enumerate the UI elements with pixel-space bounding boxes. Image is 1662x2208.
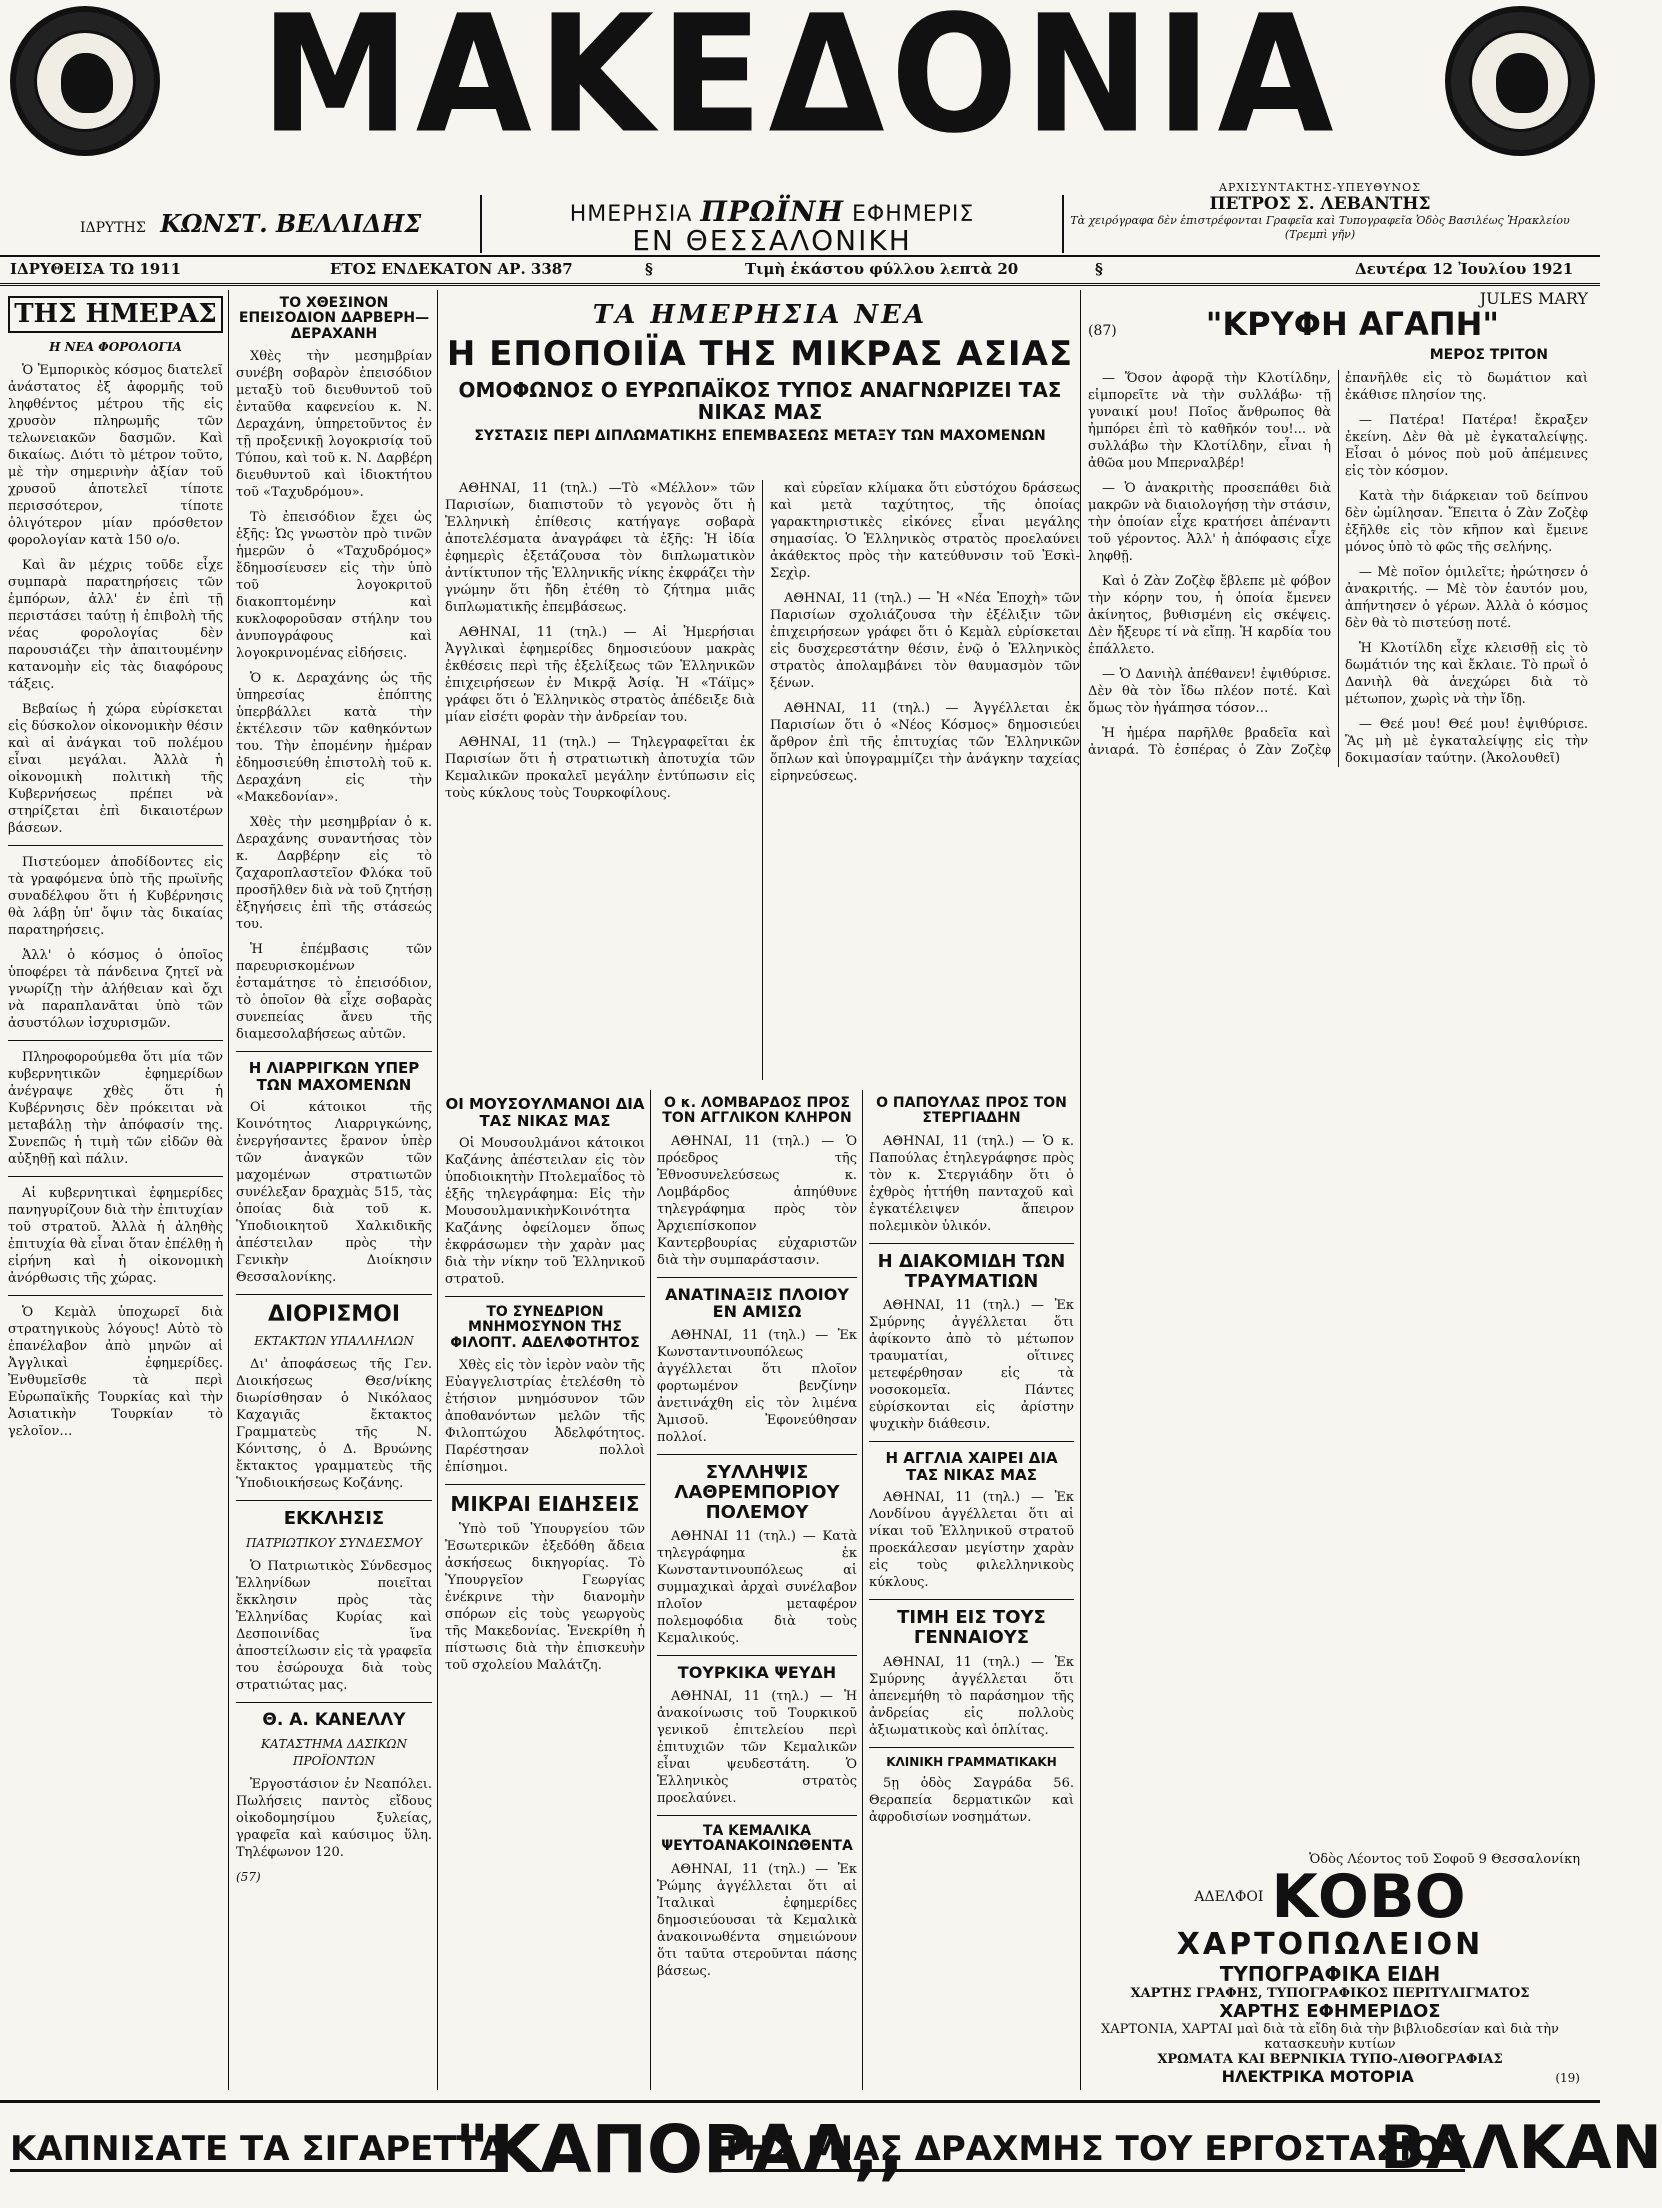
center-col-1 — [445, 1090, 645, 2090]
col2-sub3: ΕΚΤΑΚΤΩΝ ΥΠΑΛΛΗΛΩΝ — [254, 1334, 414, 1349]
serial-p9: Ἡ Κλοτίλδη εἶχε κλεισθῇ εἰς τὸ δωμάτιόν της καὶ ἔκλαιε. Τὸ πρωῒ ὁ Δανιὴλ θὰ ἀνεχώρει διὰ τὸ μέτωπον, χωρὶς νὰ τὴν ἴδῃ. — [1345, 640, 1588, 707]
s11-text: ΑΘΗΝΑΙ, 11 (τηλ.) — Ἐκ Ῥώμης ἀγγέλλεται ὅτι αἱ Ἰταλικαὶ ἐφημερίδες δημοσιεύουσαι τὰ Κεμαλικὰ ἀνακοινωθέντα σημειώνουν ὅτι ταῦτα στεροῦνται πάσης βάσεως. — [657, 1861, 857, 1979]
serial-p8: — Μὲ ποῖον ὁμιλεῖτε; ἠρώτησεν ὁ ἀνακριτής. — Μὲ τὸν ἑαυτόν μου, ἀπήντησεν ὁ γέρων. Ἀλλὰ ὁ κόσμος δὲν θὰ τὸ πιστεύσῃ ποτέ. — [1345, 564, 1588, 631]
center-c1p1: ΑΘΗΝΑΙ, 11 (τηλ.) —Τὸ «Μέλλον» τῶν Παρισίων, διαπιστοῦν τὸ γεγονὸς ὅτι ἡ Ἑλληνικὴ ἐπίθεσις κατήγαγε σοβαρὰ ἀποτελέσματα ἀναγράφει τὰ ἑξῆς: Ἡ ἰδία ἐφημερὶς ἐξετάζουσα τὸν διπλωματικὸν ἀντίκτυπον τῆς Ἑλληνικῆς νίκης ἐκφράζει τὴν γνώμην ὅτι ἤδη ἐτέθη τὸ ζήτημα μιᾶς διπλωματικῆς ἐπεμβάσεως. — [445, 481, 755, 615]
col1-p7: Αἱ κυβερνητικαὶ ἐφημερίδες πανηγυρίζουν διὰ τὴν ἐπιτυχίαν τοῦ στρατοῦ. Ἀλλὰ ἡ ἀληθὴς ἐπιτυχία θὰ εἶναι ὅταν ἐπέλθῃ ἡ εἰρήνη καὶ ἡ οἰκονομικὴ ἀνόρθωσις τῆς χώρας. — [8, 1185, 223, 1286]
masthead-info — [0, 181, 1600, 257]
center-col-b — [770, 480, 1080, 1080]
divider — [236, 1702, 432, 1703]
divider — [236, 1500, 432, 1501]
col2-p1: Χθὲς τὴν μεσημβρίαν συνέβη σοβαρὸν ἐπεισόδιον μεταξὺ τοῦ διευθυντοῦ τοῦ ἐνταῦθα καφενείου κ. Ν. Δεραχάνη, ὑπηρετοῦντος ἐν τῇ προξενικῇ λογοκρισίᾳ τοῦ Τύπου, καὶ τοῦ κ. Ν. Δαρβέρη διευθυντοῦ καὶ ἰδιοκτήτου τοῦ «Ταχυδρόμου». — [236, 349, 432, 501]
sep-1: § — [645, 260, 653, 278]
divider — [869, 1243, 1074, 1244]
daily-italic: ΠΡΩΪΝΗ — [700, 195, 844, 228]
ad-l5: ΧΡΩΜΑΤΑ ΚΑΙ ΒΕΡΝΙΚΙΑ ΤΥΠΟ-ΛΙΘΟΓΡΑΦΙΑΣ — [1157, 2052, 1503, 2067]
s1-text: Οἱ Μουσουλμάνοι κάτοικοι Καζάνης ἀπέστειλαν εἰς τὸν ὑποδιοικητὴν Πτολεμαΐδος τὸ ἑξῆς τηλεγράφημα: Εἰς τὴν ΜουσουλμανικὴνΚοινότητα Καζάνης ὀφείλομεν ὅπως ἐκφράσωμεν τὴν χαρὰν μας διὰ τὴν νίκην τοῦ Ἑλληνικοῦ στρατοῦ. — [445, 1136, 645, 1287]
col1-p3: Βεβαίως ἡ χώρα εὑρίσκεται εἰς δύσκολον οἰκονομικὴν θέσιν καὶ αἱ ἀνάγκαι τοῦ πολέμου εἶναι μεγάλαι. Ἀλλὰ ἡ οἰκονομικὴ πολιτικὴ τῆς Κυβερνήσεως πρέπει νὰ στηρίζεται ἐπὶ δικαιοτέρων βάσεων. — [8, 701, 223, 836]
s12-head: ΤΙΜΗ ΕΙΣ ΤΟΥΣ ΓΕΝΝΑΙΟΥΣ — [897, 1607, 1046, 1649]
serial-p10: — Θεέ μου! Θεέ μου! ἐψιθύρισε. Ἂς μὴ μὲ ἐγκαταλείψῃς εἰς τὴν δοκιμασίαν ταύτην. (Ἀκολουθεῖ) — [1345, 716, 1588, 766]
col2-p2: Τὸ ἐπεισόδιον ἔχει ὡς ἑξῆς: Ὡς γνωστὸν πρὸ τινῶν ἡμερῶν ὁ «Ταχυδρόμος» ἔδημοσίευσεν εἰς τὴν ὑπὸ τοῦ λογοκριτοῦ διακοπτομένην καὶ κυκλοφοροῦσαν στήλην του ἀνυπογράφους καὶ λογοκρινομένας εἰδήσεις. — [236, 510, 432, 662]
s6-head: ΣΥΛΛΗΨΙΣ ΛΑΘΡΕΜΠΟΡΙΟΥ ΠΟΛΕΜΟΥ — [674, 1461, 840, 1523]
divider — [8, 1040, 223, 1041]
banner-b1: ΚΑΠΝΙΣΑΤΕ ΤΑ ΣΙΓΑΡΕΤΤΑ — [10, 2129, 506, 2172]
divider — [445, 1296, 645, 1297]
s5-text: Χθὲς εἰς τὸν ἱερὸν ναὸν τῆς Εὐαγγελιστρίας ἐτελέσθη τὸ ἐτήσιον μνημόσυνον τῶν ἀποθανόντων μελῶν τῆς Φιλοπτώχου Ἀδελφότητος. Παρέστησαν πολλοὶ ἐπίσημοι. — [445, 1358, 645, 1476]
serial-p4: — Ὁ Δανιὴλ ἀπέθανεν! ἐψιθύρισε. Δὲν θὰ τὸν ἴδω πλέον ποτέ. Καὶ ὅμως τὸν ἠγάπησα τόσον… — [1088, 666, 1331, 716]
editor-box — [1060, 181, 1580, 242]
seal-left-icon — [10, 6, 160, 156]
ad-l6: ΗΛΕΚΤΡΙΚΑ ΜΟΤΟΡΙΑ — [1221, 2067, 1414, 2086]
column-rule — [650, 1090, 651, 2090]
divider — [869, 1441, 1074, 1442]
kicker: ΤΑ ΗΜΕΡΗΣΙΑ ΝΕΑ — [592, 300, 928, 330]
s7-text: ΑΘΗΝΑΙ, 11 (τηλ.) — Ἐκ Σμύρνης ἀγγέλλεται ὅτι ἀφίκοντο ἀπὸ τὸ μέτωπον τραυματίαι, οἵτινες μετεφέρθησαν εἰς τὰ νοσοκομεῖα. Πάντες εὑρίσκονται εἰς ἀρίστην ψυχικὴν διάθεσιν. — [869, 1298, 1074, 1433]
founder-label: ΙΔΡΥΤΗΣ — [80, 220, 146, 236]
center-c1p3: ΑΘΗΝΑΙ, 11 (τηλ.) — Τηλεγραφεῖται ἐκ Παρισίων ὅτι ἡ στρατιωτικὴ ἀποτυχία τῶν Κεμαλικῶν προκαλεῖ μεγάλην ἐντύπωσιν εἰς τοὺς κύκλους τοὺς Τουρκοφίλους. — [445, 735, 755, 801]
daily-label — [480, 195, 1064, 257]
center-c2p1: καὶ εὑρεῖαν κλίμακα ὅτι εὐστόχου δράσεως καὶ μετὰ ταχύτητος, τῆς ὁποίας γαρακτηριστικὲς εἰκόνες εἶναι μεγάλης σημασίας. Ὁ Ἑλληνικὸς στρατὸς προελαύνει ἀκάθεκτος πρὸς τὴν κατεύθυνσιν τοῦ Ἐσκὶ-Σεχὶρ. — [770, 481, 1080, 581]
col2-p9: Ἐργοστάσιον ἐν Νεαπόλει. Πωλήσεις παντὸς εἴδους οἰκοδομησίμου ξυλείας, γραφεῖα καὶ καύσιμος ὕλη. Τηλέφωνον 120. — [236, 1776, 432, 1860]
founded: ΙΔΡΥΘΕΙΣΑ ΤΩ 1911 — [10, 260, 182, 278]
divider — [869, 1599, 1074, 1600]
col2-p7: Δι' ἀποφάσεως τῆς Γεν. Διοικήσεως Θεσ/νίκης διωρίσθησαν ὁ Νικόλαος Καχαγιᾶς ἔκτακτος Γραμματεὺς τῆς Ν. Κόνιτσης, ὁ Δ. Βρυώνης ἔκτακτος γραμματεὺς τῆς Ὑποδιοικήσεως Κοζάνης. — [236, 1357, 432, 1492]
year-issue: ΕΤΟΣ ΕΝΔΕΚΑΤΟΝ ΑΡ. 3387 — [330, 260, 573, 278]
serial-author: JULES MARY — [1479, 289, 1588, 308]
column-rule — [762, 480, 763, 1080]
center-c1p2: ΑΘΗΝΑΙ, 11 (τηλ.) — Αἱ Ἡμερήσιαι Ἀγγλικαὶ ἐφημερίδες δημοσιεύουν μακρὰς ἐκθέσεις περὶ τῆς ἐξελίξεως τῶν Ἑλληνικῶν ἐπιχειρήσεων ἐν Μικρᾷ Ἀσίᾳ. Ἡ «Τάϊμς» γράφει ὅτι ὁ Ἑλληνικὸς στρατὸς ἀπέδειξε διὰ μίαν εἰσέτι φορὰν τὴν ἀνδρείαν του. — [445, 625, 755, 725]
ad-shop: ΧΑΡΤΟΠΩΛΕΙΟΝ — [1176, 1927, 1484, 1962]
col1-p8: Ὁ Κεμὰλ ὑποχωρεῖ διὰ στρατηγικοὺς λόγους! Αὐτὸ τὸ ἐπανέλαβον ἀπὸ μηνῶν αἱ Ἀγγλικαὶ ἐφημερίδες. Ἐνθυμεῖσθε τὰ περὶ Εὐρωπαϊκῆς Τουρκίας καὶ τὴν Ἀσιατικὴν Τουρκίαν τὸ γελοῖον… — [8, 1304, 223, 1439]
serial-p3: Καὶ ὁ Ζὰν Ζοζὲφ ἔβλεπε μὲ φόβον τὴν κόρην του, ἡ ὁποία ἔμενεν ἀκίνητος, βυθισμένη εἰς σκέψεις. Δὲν ἤξευρε τί νὰ εἴπῃ. Ἡ καρδία του ἐπάλλετο. — [1088, 573, 1331, 657]
ad-brothers: ΑΔΕΛΦΟΙ — [1194, 1889, 1264, 1905]
main-story-header — [440, 295, 1080, 450]
serial-part: ΜΕΡΟΣ ΤΡΙΤΟΝ — [1429, 347, 1548, 364]
column-2 — [236, 290, 432, 2090]
col2-p4: Χθὲς τὴν μεσημβρίαν ὁ κ. Δεραχάνης συναντήσας τὸν κ. Δαρβέρην εἰς τὸ ζαχαροπλαστεῖον Φλόκα τοῦ προσῆλθεν διὰ νὰ τοῦ ζητήσῃ ἐξηγήσεις ἐπὶ τῆς στάσεώς του. — [236, 815, 432, 933]
center-col-a — [445, 480, 755, 1080]
s2-text: ΑΘΗΝΑΙ, 11 (τηλ.) — Ὁ πρόεδρος τῆς Ἐθνοσυνελεύσεως κ. Λομβάρδος ἀπηύθυνε τηλεγράφημα πρὸς τὸν Ἀρχιεπίσκοπον Καντερβουρίας εὐχαριστῶν διὰ τὴν συμπαράστασιν. — [657, 1133, 857, 1268]
s13-head: ΚΛΙΝΙΚΗ ΓΡΑΜΜΑΤΙΚΑΚΗ — [886, 1754, 1057, 1769]
serial-p6: — Πατέρα! Πατέρα! ἔκραξεν ἐκείνη. Δὲν θὰ μὲ ἐγκαταλείψῃς. Εἶσαι ὁ μόνος ποὺ μοῦ ἀπέμεινες εἰς τὸν κόσμον. — [1345, 412, 1588, 479]
founder-name: ΚΩΝΣΤ. ΒΕΛΛΙΔΗΣ — [160, 209, 422, 238]
editor-name: ΠΕΤΡΟΣ Σ. ΛΕΒΑΝΤΗΣ — [1209, 194, 1431, 214]
s12-text: ΑΘΗΝΑΙ, 11 (τηλ.) — Ἐκ Σμύρνης ἀγγέλλεται ὅτι ἀπενεμήθη τὸ παράσημον τῆς ἀνδρείας εἰς πολλοὺς ἀξιωματικοὺς καὶ ὁπλίτας. — [869, 1654, 1074, 1738]
divider — [657, 1277, 857, 1278]
divider — [8, 1295, 223, 1296]
center-c2p2: ΑΘΗΝΑΙ, 11 (τηλ.) — Ἡ «Νέα Ἐποχὴ» τῶν Παρισίων σχολιάζουσα τὴν ἐξέλιξιν τῶν ἐπιχειρήσεων γράφει ὅτι ὁ Κεμὰλ εὑρίσκεται εἰς δυσχερεστάτην θέσιν, ἐνῷ ὁ Ἑλληνικὸς στρατὸς ἀπολαμβάνει τὸν θαυμασμὸν τῶν ξένων. — [770, 591, 1080, 691]
s4-text: ΑΘΗΝΑΙ, 11 (τηλ.) — Ἐκ Κωνσταντινουπόλεως ἀγγέλλεται ὅτι πλοῖον φορτωμένον βενζίνην ἀνετινάχθη εἰς τὸν λιμένα Ἀμισοῦ. Ἐφονεύθησαν πολλοί. — [657, 1327, 857, 1445]
col2-sub5: ΚΑΤΑΣΤΗΜΑ ΔΑΣΙΚΩΝ ΠΡΟΪΟΝΤΩΝ — [261, 1736, 407, 1768]
col2-p3: Ὁ κ. Δεραχάνης ὡς τῆς ὑπηρεσίας ἐπόπτης ὑπερβάλλει κατὰ τὴν ἐκτέλεσιν τῶν καθηκόντων του. Τὴν ἐπομένην ἡμέραν ἐδημοσιεύθη ἐπιστολὴ τοῦ κ. Δεραχάνη εἰς τὴν «Μακεδονίαν». — [236, 671, 432, 806]
daily-l1: ΗΜΕΡΗΣΙΑ — [569, 202, 693, 227]
serial-p7: Κατὰ τὴν διάρκειαν τοῦ δείπνου δὲν ὠμίλησαν. Ἔπειτα ὁ Ζὰν Ζοζὲφ ἐξῆλθε εἰς τὸν κῆπον καὶ ἔμεινε μόνος ὑπὸ τὸ φῶς τῆς σελήνης. — [1345, 488, 1588, 555]
serial-story — [1088, 290, 1588, 1840]
ad-name: ΚΟΒΟ — [1271, 1862, 1466, 1932]
editor-label: ΑΡΧΙΣΥΝΤΑΚΤΗΣ-ΥΠΕΥΘΥΝΟΣ — [1219, 181, 1421, 194]
s9-head: ΤΟΥΡΚΙΚΑ ΨΕΥΔΗ — [677, 1663, 837, 1683]
s6-text: ΑΘΗΝΑΙ 11 (τηλ.) — Κατὰ τηλεγράφημα ἐκ Κωνσταντινουπόλεως αἱ συμμαχικαὶ ἀρχαὶ συνέλαβον πλοῖον μεταφέρον πολεμοφόδια διὰ τοὺς Κεμαλικούς. — [657, 1529, 857, 1647]
col2-head3: ΔΙΟΡΙΣΜΟΙ — [267, 1302, 401, 1328]
col2-head4: ΕΚΚΛΗΣΙΣ — [283, 1508, 385, 1530]
banner-b2: "ΚΑΠΟΡΑΛ,, — [455, 2111, 904, 2188]
s7-head: Η ΔΙΑΚΟΜΙΔΗ ΤΩΝ ΤΡΑΥΜΑΤΙΩΝ — [877, 1250, 1066, 1292]
center-c2p3: ΑΘΗΝΑΙ, 11 (τηλ.) — Ἀγγέλλεται ἐκ Παρισίων ὅτι ὁ «Νέος Κόσμος» δημοσιεύει ἄρθρον ἐπὶ τῆς ἐπιτυχίας τῶν Ἑλληνικῶν ὅπλων καὶ ὑπογραμμίζει τὴν ἀνάγκην ταχείας εἰρηνεύσεως. — [770, 701, 1080, 784]
col2-foot: (57) — [236, 1869, 261, 1884]
s8-head: ΜΙΚΡΑΙ ΕΙΔΗΣΕΙΣ — [450, 1492, 640, 1517]
serial-p1: — Ὅσον ἀφορᾷ τὴν Κλοτίλδην, εἰμπορεῖτε νὰ τὴν συλλάβω· τῇ γυναικί μου! Ποῖος ἄνθρωπος θὰ ἠμπόρει ἐπὶ τὸ καθῆκόν του!... νὰ συλλάβω τὴν Κλοτίλδην, εἶναι ἡ ἀθῶα μου Μπερναλβέρ! — [1088, 370, 1331, 471]
ad-l2: ΧΑΡΤΗΣ ΓΡΑΦΗΣ, ΤΥΠΟΓΡΑΦΙΚΟΣ ΠΕΡΙΤΥΛΙΓΜΑΤΟΣ — [1130, 1986, 1530, 2001]
col2-p8: Ὁ Πατριωτικὸς Σύνδεσμος Ἑλληνίδων ποιεῖται ἔκκλησιν πρὸς τὰς Ἑλληνίδας Κυρίας καὶ Δεσποινίδας ἵνα ἀποστείλωσιν εἰς τὰ γραφεῖα του ἐσώρουχα διὰ τοὺς στρατιώτας μας. — [236, 1559, 432, 1694]
newspaper-title: ΜΑΚΕΔΟΝΙΑ — [260, 0, 1340, 170]
column-rule — [228, 290, 229, 2090]
divider — [236, 1294, 432, 1295]
serial-p2: — Ὁ ἀνακριτὴς προσεπάθει διὰ μακρῶν νὰ διαιολογήσῃ τὴν στάσιν, τὴν ὁποίαν εἶχε κρατήσει ἀπέναντι τοῦ γέροντος. Ἀλλ' ἡ ἀπόφασις εἶχε ληφθῇ. — [1088, 480, 1331, 564]
masthead — [0, 0, 1600, 190]
s9-text: ΑΘΗΝΑΙ, 11 (τηλ.) — Ἡ ἀνακοίνωσις τοῦ Τουρκικοῦ γενικοῦ ἐπιτελείου περὶ ἐπιτυχιῶν τῶν Κεμαλικῶν εἶναι ψευδεστάτη. Ὁ Ἑλληνικὸς στρατὸς προελαύνει. — [657, 1688, 857, 1806]
divider — [8, 845, 223, 846]
divider — [657, 1454, 857, 1455]
serial-title: "ΚΡΥΦΗ ΑΓΑΠΗ" — [1205, 305, 1500, 343]
col1-p2: Καὶ ἂν μέχρις τοῦδε εἶχε συμπαρὰ παρατηρήσεις τῶν ἑμπόρων, ἀλλ' ἐν ἐπὶ τῇ περιστάσει ταύτῃ ἡ ἐπιβολὴ τῆς νέας φορολογίας δὲν παρουσιάζει τὴν ἀπαιτουμένην κατανομὴν εἰς τὰς διαφόρους τάξεις. — [8, 557, 223, 692]
main-headline: Η ΕΠΟΠΟΙΪΑ ΤΗΣ ΜΙΚΡΑΣ ΑΣΙΑΣ — [446, 333, 1074, 374]
divider — [869, 1747, 1074, 1748]
divider — [236, 1051, 432, 1052]
col1-p1: Ὁ Ἐμπορικὸς κόσμος διατελεῖ ἀνάστατος ἐξ ἀφορμῆς τοῦ ληφθέντος μέτρου τῆς εἰς χρυσὸν πληρωμῆς τῶν τελωνειακῶν δασμῶν. Καὶ δικαίως. Διότι τὸ μέτρον τοῦτο, μὲ τὴν σημερινὴν ἀξίαν τοῦ χρυσοῦ ἀποτελεῖ τίποτε περισσότερον, τίποτε ὀλιγότερον μίαν πρόσθετον φορολογίαν κατὰ 150 ο/ο. — [8, 362, 223, 548]
cigarette-banner — [0, 2100, 1662, 2193]
editor-note: Τὰ χειρόγραφα δὲν ἐπιστρέφονται Γραφεῖα καὶ Τυπογραφεῖα Ὁδὸς Βασιλέως Ἡρακλείου (Τρεμπὶ γῆν) — [1070, 214, 1570, 241]
col1-p6: Πληροφορούμεθα ὅτι μία τῶν κυβερνητικῶν ἐφημερίδων ἀνέγραψε χθὲς ὅτι ἡ Κυβέρνησις δὲν πρόκειται νὰ μεταβάλῃ τὴν ἀπόφασίν της. Συνεπῶς ἡ τιμὴ τῶν εἰδῶν θὰ αὐξηθῇ καὶ πάλιν. — [8, 1049, 223, 1167]
col2-p5: Ἡ ἐπέμβασις τῶν παρευρισκομένων ἐσταμάτησε τὸ ἐπεισόδιον, τὸ ὁποῖον θὰ εἶχε σοβαρὰς συνεπείας ἄνευ τῆς διαμεσολαβήσεως αὐτῶν. — [236, 942, 432, 1043]
column-1 — [8, 290, 223, 2090]
s8-text: Ὑπὸ τοῦ Ὑπουργείου τῶν Ἐσωτερικῶν ἐξεδόθη ἄδεια ἀσκήσεως δικηγορίας. Τὸ Ὑπουργεῖον Γεωργίας ἐνέκρινε τὴν διανομὴν σπόρων εἰς τοὺς γεωργοὺς τῆς Μακεδονίας. Ἐνεκρίθη ἡ πίστωσις διὰ τὴν ἐπισκευὴν τοῦ σχολείου Μαλάτζη. — [445, 1522, 645, 1674]
ad-l4: ΧΑΡΤΟΝΙΑ, ΧΑΡΤΑΙ μαὶ διὰ τὰ εἴδη διὰ τὴν βιβλιοδεσίαν καὶ διὰ τὴν κατασκευὴν κυτίων — [1101, 2022, 1559, 2052]
column-rule — [862, 1090, 863, 2090]
daily-l2: ΕΝ ΘΕΣΣΑΛΟΝΙΚΗ — [632, 224, 912, 257]
price: Τιμὴ ἑκάστου φύλλου λεπτὰ 20 — [745, 260, 1019, 278]
s13-text: 5ῃ ὁδὸς Σαγράδα 56. Θεραπεία δερματικῶν καὶ ἀφροδισίων νοσημάτων. — [869, 1776, 1074, 1826]
column-1-sub: Η ΝΕΑ ΦΟΡΟΛΟΓΙΑ — [49, 339, 182, 354]
divider — [657, 1655, 857, 1656]
s5-head: ΤΟ ΣΥΝΕΔΡΙΟΝ ΜΝΗΜΟΣΥΝΟΝ ΤΗΣ ΦΙΛΟΠΤ. ΑΔΕΛΦΟΤΗΤΟΣ — [450, 1304, 640, 1351]
serial-body — [1088, 370, 1588, 767]
divider — [657, 1815, 857, 1816]
col1-p4: Πιστεύομεν ἀποδίδοντες εἰς τὰ γραφόμενα ὑπὸ τῆς πρωϊνῆς συναδέλφου ὅτι ἡ Κυβέρνησις θὰ λάβῃ ὑπ' ὄψιν τὰς δικαίας παρατηρήσεις. — [8, 854, 223, 938]
kovo-ad — [1080, 1852, 1580, 2092]
info-bar — [0, 255, 1600, 286]
s10-text: ΑΘΗΝΑΙ, 11 (τηλ.) — Ἐκ Λονδίνου ἀγγέλλεται ὅτι αἱ νίκαι τοῦ Ἑλληνικοῦ στρατοῦ προεκάλεσαν μεγίστην χαρὰν εἰς τοὺς φιλελληνικοὺς κύκλους. — [869, 1490, 1074, 1591]
serial-p5: Ἡ ἡμέρα παρῆλθε βραδεῖα καὶ ἀνιαρά. Τὸ ἑσπέρας ὁ Ζὰν Ζοζὲφ ἐπανῆλθε εἰς τὸ δωμάτιον καὶ ἐκάθισε πλησίον της. — [1088, 370, 1588, 758]
column-rule — [1080, 290, 1081, 2090]
col2-sub4: ΠΑΤΡΙΩΤΙΚΟΥ ΣΥΝΔΕΣΜΟΥ — [245, 1536, 423, 1551]
banner-b3: ΤΗΣ ΜΙΑΣ ΔΡΑΧΜΗΣ ΤΟΥ ΕΡΓΟΣΤΑΣΙΟΥ — [720, 2129, 1465, 2172]
banner-b4: ΒΑΛΚΑΝ — [1380, 2113, 1662, 2183]
deck-2: ΣΥΣΤΑΣΙΣ ΠΕΡΙ ΔΙΠΛΩΜΑΤΙΚΗΣ ΕΠΕΜΒΑΣΕΩΣ ΜΕΤΑΞΥ ΤΩΝ ΜΑΧΟΜΕΝΩΝ — [474, 427, 1046, 444]
issue-date: Δευτέρα 12 Ἰουλίου 1921 — [1355, 260, 1574, 278]
s2-head: Ο κ. ΛΟΜΒΑΡΔΟΣ ΠΡΟΣ ΤΟΝ ΑΓΓΛΙΚΟΝ ΚΛΗΡΟΝ — [662, 1095, 852, 1127]
deck: ΟΜΟΦΩΝΟΣ Ο ΕΥΡΩΠΑΪΚΟΣ ΤΥΠΟΣ ΑΝΑΓΝΩΡΙΖΕΙ ΤΑΣ ΝΙΚΑΣ ΜΑΣ — [458, 377, 1062, 424]
divider — [445, 1484, 645, 1485]
divider — [8, 1176, 223, 1177]
ad-num: (19) — [1555, 2071, 1580, 2085]
ad-l1: ΤΥΠΟΓΡΑΦΙΚΑ ΕΙΔΗ — [1219, 1962, 1441, 1986]
col2-head1: ΤΟ ΧΘΕΣΙΝΟΝ ΕΠΕΙΣΟΔΙΟΝ ΔΑΡΒΕΡΗ—ΔΕΡΑΧΑΝΗ — [238, 295, 430, 342]
col2-head2: Η ΛΙΑΡΡΙΓΚΩΝ ΥΠΕΡ ΤΩΝ ΜΑΧΟΜΕΝΩΝ — [248, 1059, 420, 1094]
s10-head: Η ΑΓΓΛΙΑ ΧΑΙΡΕΙ ΔΙΑ ΤΑΣ ΝΙΚΑΣ ΜΑΣ — [885, 1449, 1058, 1484]
s11-head: ΤΑ ΚΕΜΑΛΙΚΑ ΨΕΥΤΟΑΝΑΚΟΙΝΩΘΕΝΤΑ — [661, 1822, 853, 1855]
column-rule — [437, 290, 438, 2090]
seal-right-icon — [1445, 6, 1595, 156]
col1-p5: Ἀλλ' ὁ κόσμος ὁ ὁποῖος ὑποφέρει τὰ πάνδεινα ζητεῖ νὰ γνωρίζῃ τὴν ἀλήθειαν καὶ ὄχι νὰ παραπλανᾶται ὑπὸ τῶν ἀσυστόλων ἰσχυρισμῶν. — [8, 947, 223, 1031]
serial-num: (87) — [1088, 323, 1117, 339]
s3-text: ΑΘΗΝΑΙ, 11 (τηλ.) — Ὁ κ. Παπούλας ἐτηλεγράφησε πρὸς τὸν κ. Στεργιάδην ὅτι ὁ ἐχθρὸς ἠττήθη πανταχοῦ καὶ ἐγκατέλειψεν ἄπειρον πολεμικὸν ὑλικόν. — [869, 1133, 1074, 1234]
col2-head5: Θ. Α. ΚΑΝΕΛΛΥ — [262, 1710, 406, 1731]
founder — [80, 209, 421, 238]
center-col-3 — [869, 1090, 1074, 2090]
column-1-head: ΤΗΣ ΗΜΕΡΑΣ — [8, 296, 223, 333]
s4-head: ΑΝΑΤΙΝΑΞΙΣ ΠΛΟΙΟΥ ΕΝ ΑΜΙΣΩ — [665, 1284, 849, 1322]
s1-head: ΟΙ ΜΟΥΣΟΥΛΜΑΝΟΙ ΔΙΑ ΤΑΣ ΝΙΚΑΣ ΜΑΣ — [445, 1095, 645, 1130]
daily-l1b: ΕΦΗΜΕΡΙΣ — [851, 202, 975, 227]
s3-head: Ο ΠΑΠΟΥΛΑΣ ΠΡΟΣ ΤΟΝ ΣΤΕΡΓΙΑΔΗΝ — [876, 1095, 1067, 1127]
center-col-2 — [657, 1090, 857, 2090]
ad-l3: ΧΑΡΤΗΣ ΕΦΗΜΕΡΙΔΟΣ — [1219, 2001, 1441, 2022]
sep-2: § — [1095, 260, 1103, 278]
col2-p6: Οἱ κάτοικοι τῆς Κοινότητος Λιαρριγκώνης, ἐνεργήσαντες ἔρανον ὑπὲρ τῶν ἀναγκῶν τῶν μαχομένων στρατιωτῶν συνέλεξαν δραχμὰς 515, τὰς ὁποίας διὰ τοῦ κ. Ὑποδιοικητοῦ Χαλκιδικῆς ἀπέστειλαν πρὸς τὴν Γενικὴν Διοίκησιν Θεσσαλονίκης. — [236, 1100, 432, 1286]
ad-address: Ὁδὸς Λέοντος τοῦ Σοφοῦ 9 Θεσσαλονίκη — [1309, 1852, 1580, 1867]
